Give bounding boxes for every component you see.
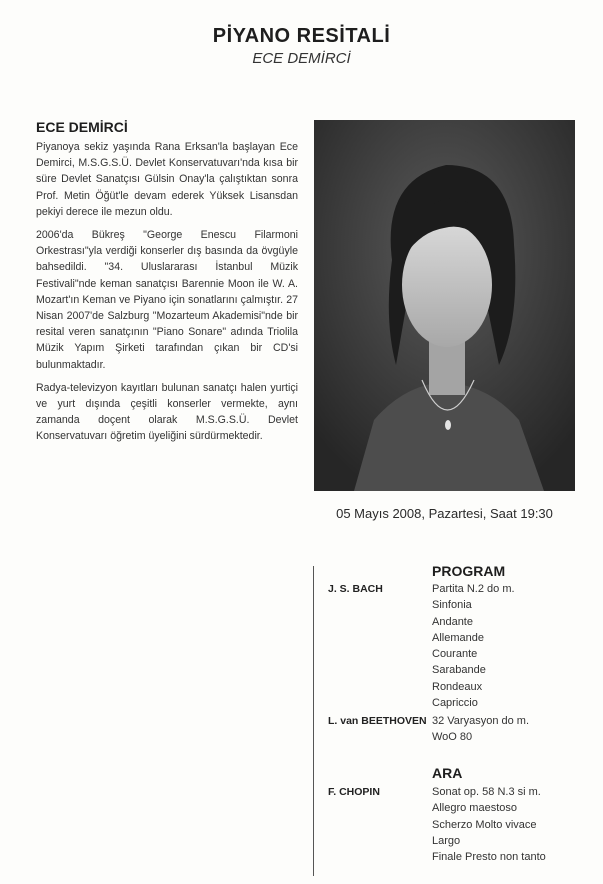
beethoven-works xyxy=(432,713,529,746)
work-item: Sarabande xyxy=(432,664,486,677)
bio-text xyxy=(36,139,298,452)
event-datetime: 05 Mayıs 2008, Pazartesi, Saat 19:30 xyxy=(336,506,553,521)
work-item: Allemande xyxy=(432,631,484,644)
work-item: Capriccio xyxy=(432,697,478,710)
bio-paragraph: 2006'da Bükreş "George Enescu Filarmoni Orkestrası"yla verdiği konserler dış basında da övgüyle bahsedildi. "34. Uluslararası İstanbul Müzik Festivali"nde keman sanatçısı Barennie Moon ile W. A. Mozart'ın Keman ve Piyano için sonatlarını çalmıştır. 27 Nisan 2007'de Salzburg "Mozarteum Akademisi"nde bir resital veren sanatçının "Piano Sonare" adında Triolila Müzik Yapım Şirketi tarafından çıkan bir CD'si bulunmaktadır. xyxy=(36,229,298,371)
bio-paragraph: Radya-televizyon kayıtları bulunan sanatçı halen yurtiçi ve yurt dışında çeşitli konserler vermekte, aynı zamanda doçent olarak M.S.G.S.Ü. Devlet Konservatuvarı öğretim üyeliğini sürdürmektedir. xyxy=(36,381,298,443)
portrait-photo xyxy=(314,120,575,491)
page-title: PİYANO RESİTALİ xyxy=(212,25,391,47)
work-item: Partita N.2 do m. xyxy=(432,583,515,595)
bio-paragraph: Piyanoya sekiz yaşında Rana Erksan'la başlayan Ece Demirci, M.S.G.S.Ü. Devlet Konservatuvarı'nda kısa bir süre Devlet Sanatçısı Gülsin Onay'la çalıştıktan sonra Prof. Metin Öğüt'le devam ederek Yüksek Lisansdan pekiyi derece ile mezun oldu. xyxy=(36,141,298,218)
work-item: Sinfonia xyxy=(432,599,472,612)
chopin-works xyxy=(432,784,546,865)
bio-heading: ECE DEMİRCİ xyxy=(36,119,128,135)
work-item: Allegro maestoso xyxy=(432,802,517,815)
work-item: Largo xyxy=(432,834,461,847)
work-item: Finale Presto non tanto xyxy=(432,851,546,864)
composer-chopin: F. CHOPIN xyxy=(328,786,380,798)
work-item: Andante xyxy=(432,615,473,628)
work-item: Courante xyxy=(432,648,478,661)
work-item: Scherzo Molto vivace xyxy=(432,818,537,831)
bach-works xyxy=(432,581,515,711)
work-item: WoO 80 xyxy=(432,731,473,744)
work-item: Sonat op. 58 N.3 si m. xyxy=(432,786,541,798)
intermission-heading: ARA xyxy=(432,765,463,781)
composer-beethoven: L. van BEETHOVEN xyxy=(328,715,427,727)
page-subtitle: ECE DEMİRCİ xyxy=(252,50,351,67)
work-item: 32 Varyasyon do m. xyxy=(432,715,530,727)
program-heading: PROGRAM xyxy=(432,563,506,579)
work-item: Rondeaux xyxy=(432,680,483,693)
composer-bach: J. S. BACH xyxy=(328,583,383,595)
program-divider xyxy=(313,566,314,876)
